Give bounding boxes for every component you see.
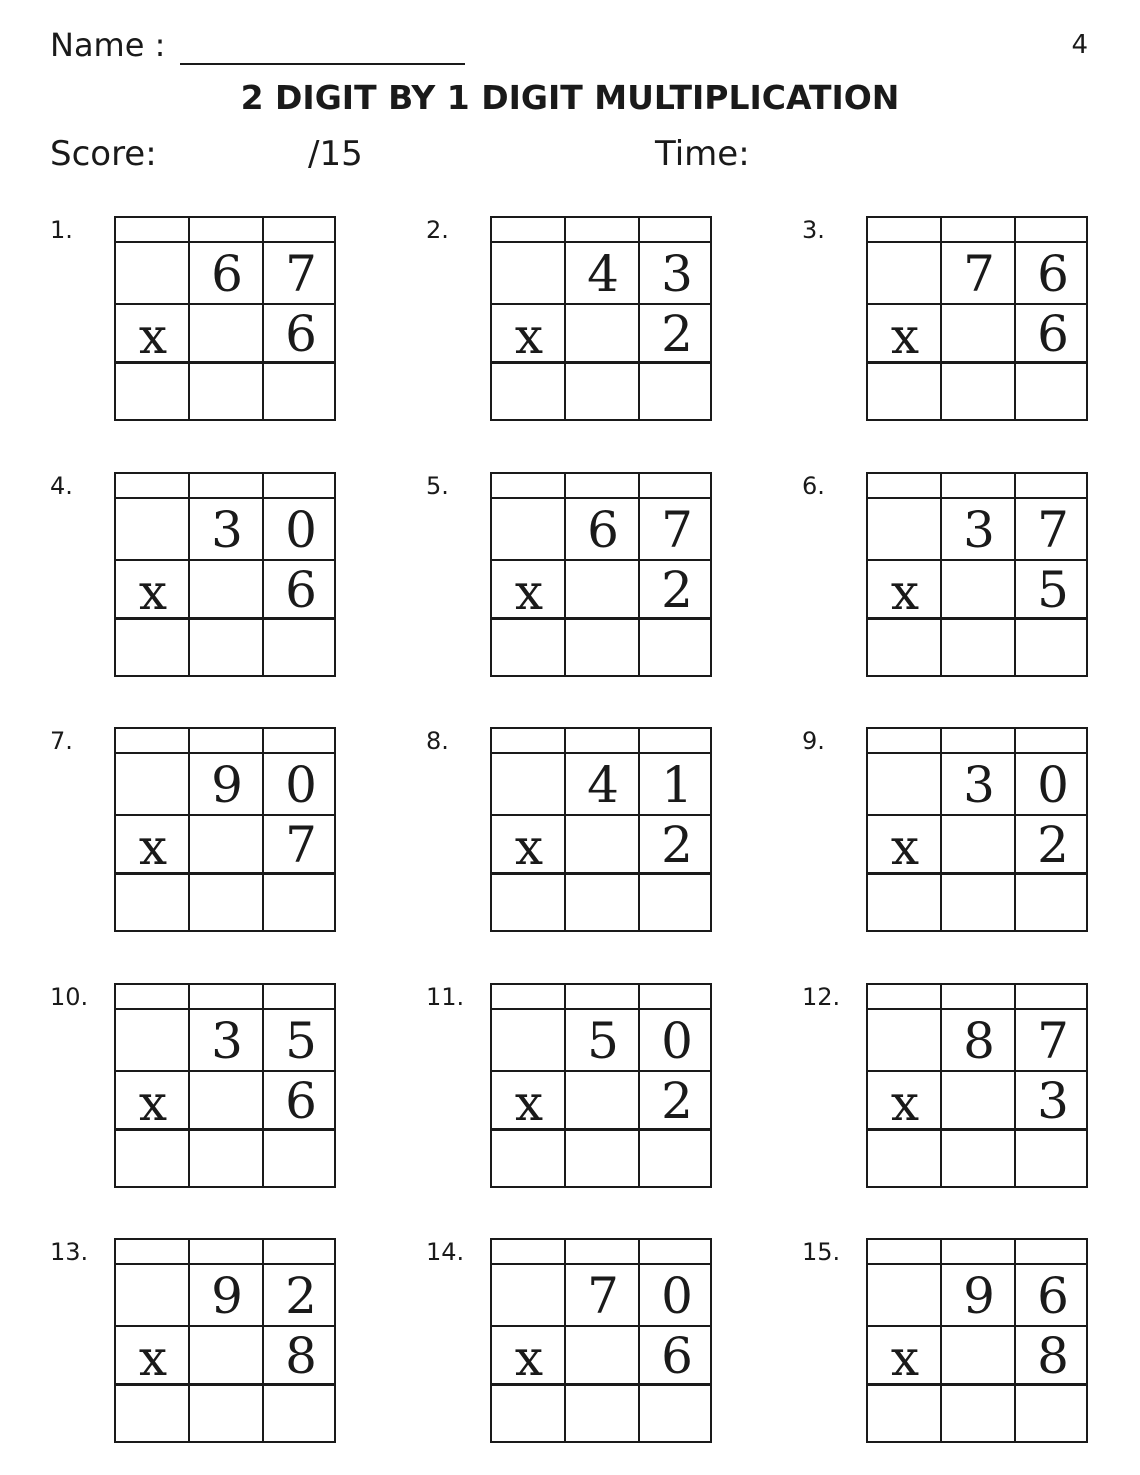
answer-cell[interactable] bbox=[642, 1133, 712, 1185]
name-label: Name : bbox=[50, 26, 166, 64]
grid-row-divider bbox=[492, 497, 710, 499]
answer-cell[interactable] bbox=[192, 1133, 262, 1185]
multiply-sign: x bbox=[138, 307, 168, 365]
multiply-sign: x bbox=[514, 818, 544, 876]
answer-grid bbox=[490, 983, 712, 1188]
grid-row-divider bbox=[868, 752, 1086, 754]
grid-row-divider bbox=[868, 241, 1086, 243]
answer-grid bbox=[114, 472, 336, 677]
answer-grid bbox=[114, 983, 336, 1188]
answer-cell[interactable] bbox=[944, 877, 1014, 929]
tens-digit: 9 bbox=[211, 1267, 243, 1325]
answer-cell[interactable] bbox=[1018, 622, 1088, 674]
answer-cell[interactable] bbox=[494, 366, 564, 418]
answer-grid bbox=[866, 727, 1088, 932]
ones-digit: 7 bbox=[1037, 501, 1069, 559]
problem-number: 2. bbox=[426, 216, 449, 244]
grid-row-divider bbox=[492, 1263, 710, 1265]
ones-digit: 3 bbox=[661, 245, 693, 303]
grid-row-divider bbox=[116, 241, 334, 243]
problem-number: 1. bbox=[50, 216, 73, 244]
answer-cell[interactable] bbox=[870, 622, 940, 674]
ones-digit: 2 bbox=[285, 1267, 317, 1325]
tens-digit: 9 bbox=[963, 1267, 995, 1325]
answer-grid bbox=[114, 216, 336, 421]
multiplier-digit: 2 bbox=[661, 561, 693, 619]
tens-digit: 3 bbox=[963, 756, 995, 814]
multiply-sign: x bbox=[890, 818, 920, 876]
name-field-line[interactable] bbox=[180, 63, 465, 65]
answer-cell[interactable] bbox=[642, 877, 712, 929]
answer-grid bbox=[866, 216, 1088, 421]
ones-digit: 5 bbox=[285, 1012, 317, 1070]
answer-grid bbox=[490, 1238, 712, 1443]
ones-digit: 0 bbox=[661, 1012, 693, 1070]
multiplier-digit: 2 bbox=[1037, 816, 1069, 874]
answer-grid bbox=[866, 983, 1088, 1188]
multiply-sign: x bbox=[890, 563, 920, 621]
tens-digit: 4 bbox=[587, 245, 619, 303]
answer-cell[interactable] bbox=[192, 1388, 262, 1440]
multiply-sign: x bbox=[514, 1329, 544, 1387]
answer-cell[interactable] bbox=[870, 1133, 940, 1185]
answer-grid bbox=[490, 727, 712, 932]
answer-cell[interactable] bbox=[870, 366, 940, 418]
ones-digit: 0 bbox=[285, 501, 317, 559]
answer-cell[interactable] bbox=[192, 622, 262, 674]
page-number: 4 bbox=[1071, 30, 1088, 60]
ones-digit: 0 bbox=[285, 756, 317, 814]
answer-grid bbox=[114, 727, 336, 932]
problem-number: 15. bbox=[802, 1238, 841, 1266]
answer-grid bbox=[866, 1238, 1088, 1443]
answer-cell[interactable] bbox=[118, 1133, 188, 1185]
multiplier-digit: 8 bbox=[1037, 1327, 1069, 1385]
tens-digit: 6 bbox=[211, 245, 243, 303]
answer-cell[interactable] bbox=[266, 366, 336, 418]
problem-number: 3. bbox=[802, 216, 825, 244]
problem-number: 6. bbox=[802, 472, 825, 500]
answer-cell[interactable] bbox=[118, 1388, 188, 1440]
answer-cell[interactable] bbox=[1018, 877, 1088, 929]
answer-cell[interactable] bbox=[870, 877, 940, 929]
tens-digit: 5 bbox=[587, 1012, 619, 1070]
problem-number: 7. bbox=[50, 727, 73, 755]
problem-number: 14. bbox=[426, 1238, 465, 1266]
answer-cell[interactable] bbox=[494, 1388, 564, 1440]
score-total: /15 bbox=[308, 134, 363, 174]
ones-digit: 0 bbox=[661, 1267, 693, 1325]
time-label: Time: bbox=[655, 134, 750, 174]
multiply-sign: x bbox=[890, 307, 920, 365]
multiplier-digit: 6 bbox=[661, 1327, 693, 1385]
answer-cell[interactable] bbox=[642, 366, 712, 418]
tens-digit: 6 bbox=[587, 501, 619, 559]
answer-grid bbox=[866, 472, 1088, 677]
ones-digit: 6 bbox=[1037, 1267, 1069, 1325]
ones-digit: 0 bbox=[1037, 756, 1069, 814]
multiplier-digit: 2 bbox=[661, 1072, 693, 1130]
answer-cell[interactable] bbox=[494, 877, 564, 929]
answer-cell[interactable] bbox=[118, 877, 188, 929]
answer-cell[interactable] bbox=[568, 877, 638, 929]
multiplier-digit: 3 bbox=[1037, 1072, 1069, 1130]
multiplier-digit: 5 bbox=[1037, 561, 1069, 619]
multiply-sign: x bbox=[138, 1329, 168, 1387]
answer-cell[interactable] bbox=[944, 622, 1014, 674]
answer-cell[interactable] bbox=[192, 877, 262, 929]
problem-number: 10. bbox=[50, 983, 89, 1011]
answer-cell[interactable] bbox=[266, 877, 336, 929]
multiplier-digit: 6 bbox=[285, 1072, 317, 1130]
answer-cell[interactable] bbox=[568, 366, 638, 418]
multiply-sign: x bbox=[890, 1074, 920, 1132]
answer-cell[interactable] bbox=[118, 622, 188, 674]
answer-grid bbox=[114, 1238, 336, 1443]
grid-row-divider bbox=[868, 1008, 1086, 1010]
ones-digit: 7 bbox=[1037, 1012, 1069, 1070]
answer-cell[interactable] bbox=[266, 1133, 336, 1185]
score-label: Score: bbox=[50, 134, 157, 174]
tens-digit: 4 bbox=[587, 756, 619, 814]
multiplier-digit: 2 bbox=[661, 305, 693, 363]
worksheet-title: 2 DIGIT BY 1 DIGIT MULTIPLICATION bbox=[240, 78, 900, 117]
answer-cell[interactable] bbox=[1018, 1133, 1088, 1185]
answer-cell[interactable] bbox=[944, 366, 1014, 418]
answer-grid bbox=[490, 216, 712, 421]
multiply-sign: x bbox=[138, 818, 168, 876]
multiplier-digit: 2 bbox=[661, 816, 693, 874]
answer-cell[interactable] bbox=[494, 622, 564, 674]
multiplier-digit: 7 bbox=[285, 816, 317, 874]
tens-digit: 3 bbox=[211, 1012, 243, 1070]
multiply-sign: x bbox=[138, 563, 168, 621]
multiplier-digit: 6 bbox=[285, 561, 317, 619]
multiplier-digit: 8 bbox=[285, 1327, 317, 1385]
answer-cell[interactable] bbox=[568, 622, 638, 674]
problem-number: 12. bbox=[802, 983, 841, 1011]
ones-digit: 6 bbox=[1037, 245, 1069, 303]
multiply-sign: x bbox=[514, 307, 544, 365]
tens-digit: 8 bbox=[963, 1012, 995, 1070]
answer-cell[interactable] bbox=[568, 1133, 638, 1185]
tens-digit: 3 bbox=[963, 501, 995, 559]
answer-cell[interactable] bbox=[266, 622, 336, 674]
problem-number: 11. bbox=[426, 983, 465, 1011]
multiplier-digit: 6 bbox=[285, 305, 317, 363]
multiply-sign: x bbox=[514, 563, 544, 621]
tens-digit: 3 bbox=[211, 501, 243, 559]
answer-cell[interactable] bbox=[266, 1388, 336, 1440]
problem-number: 9. bbox=[802, 727, 825, 755]
grid-row-divider bbox=[116, 1008, 334, 1010]
tens-digit: 7 bbox=[587, 1267, 619, 1325]
ones-digit: 7 bbox=[661, 501, 693, 559]
answer-cell[interactable] bbox=[944, 1388, 1014, 1440]
grid-row-divider bbox=[868, 497, 1086, 499]
multiply-sign: x bbox=[138, 1074, 168, 1132]
grid-row-divider bbox=[492, 241, 710, 243]
answer-cell[interactable] bbox=[944, 1133, 1014, 1185]
problem-number: 13. bbox=[50, 1238, 89, 1266]
tens-digit: 9 bbox=[211, 756, 243, 814]
multiplier-digit: 6 bbox=[1037, 305, 1069, 363]
multiply-sign: x bbox=[890, 1329, 920, 1387]
answer-cell[interactable] bbox=[568, 1388, 638, 1440]
problem-number: 4. bbox=[50, 472, 73, 500]
answer-cell[interactable] bbox=[642, 622, 712, 674]
answer-cell[interactable] bbox=[870, 1388, 940, 1440]
answer-cell[interactable] bbox=[118, 366, 188, 418]
grid-row-divider bbox=[116, 497, 334, 499]
answer-cell[interactable] bbox=[642, 1388, 712, 1440]
answer-cell[interactable] bbox=[192, 366, 262, 418]
grid-row-divider bbox=[492, 752, 710, 754]
tens-digit: 7 bbox=[963, 245, 995, 303]
ones-digit: 7 bbox=[285, 245, 317, 303]
grid-row-divider bbox=[492, 1008, 710, 1010]
problem-number: 5. bbox=[426, 472, 449, 500]
answer-grid bbox=[490, 472, 712, 677]
ones-digit: 1 bbox=[661, 756, 693, 814]
grid-row-divider bbox=[116, 752, 334, 754]
grid-row-divider bbox=[116, 1263, 334, 1265]
grid-row-divider bbox=[868, 1263, 1086, 1265]
answer-cell[interactable] bbox=[1018, 1388, 1088, 1440]
problem-number: 8. bbox=[426, 727, 449, 755]
multiply-sign: x bbox=[514, 1074, 544, 1132]
answer-cell[interactable] bbox=[494, 1133, 564, 1185]
answer-cell[interactable] bbox=[1018, 366, 1088, 418]
